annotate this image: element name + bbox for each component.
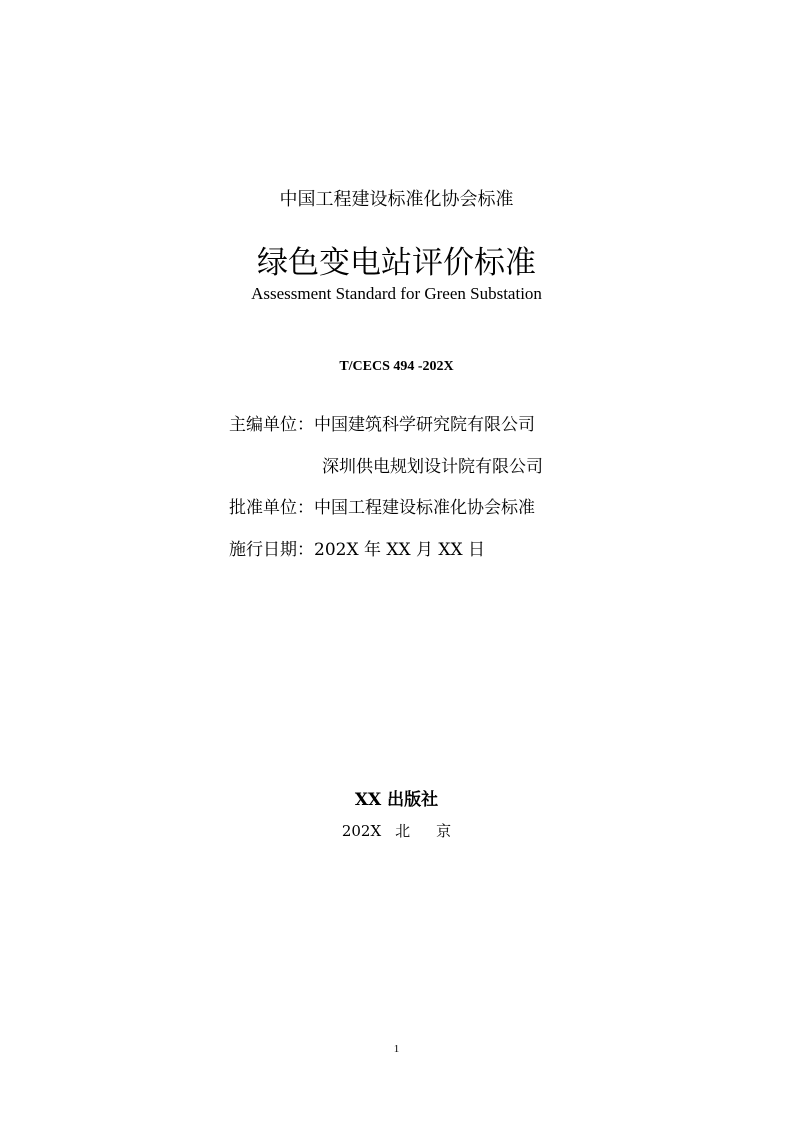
publication-place xyxy=(0,820,793,842)
organization-header: 中国工程建设标准化协会标准 xyxy=(279,189,514,210)
approval-label: 批准单位： xyxy=(229,498,314,518)
chief-editor-line xyxy=(229,413,535,437)
standard-code: T/CECS 494 -202X xyxy=(339,359,454,374)
document-title-chinese: 绿色变电站评价标准 xyxy=(257,245,536,281)
effective-date-value: 202X 年 XX 月 XX 日 xyxy=(314,540,485,560)
publication-city-part2: 京 xyxy=(436,822,452,840)
chief-editor-label: 主编单位： xyxy=(229,415,314,435)
chief-editor-unit-1: 中国建筑科学研究院有限公司 xyxy=(314,415,535,435)
approval-line xyxy=(229,496,535,520)
document-title-english: Assessment Standard for Green Substation xyxy=(251,284,542,303)
page-number: 1 xyxy=(393,1043,400,1055)
publication-city-part1: 北 xyxy=(395,822,411,840)
effective-date-label: 施行日期： xyxy=(229,540,314,560)
effective-date-line xyxy=(229,538,485,562)
chief-editor-unit-2: 深圳供电规划设计院有限公司 xyxy=(322,457,543,477)
publisher-name: XX 出版社 xyxy=(354,790,439,810)
approval-unit: 中国工程建设标准化协会标准 xyxy=(314,498,535,518)
publication-year: 202X xyxy=(341,822,382,840)
